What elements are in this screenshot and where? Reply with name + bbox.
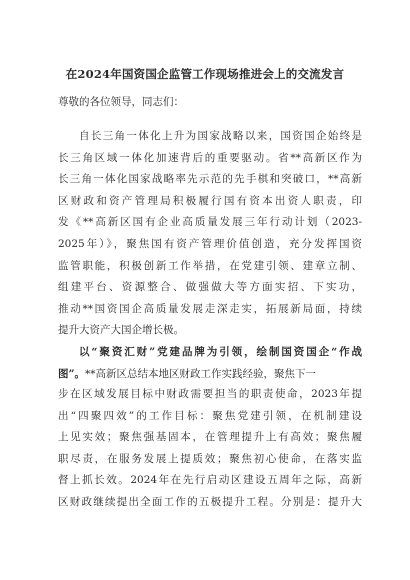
paragraph-lead-in: **高新区总结本地区财政工作实践经验，聚焦下一 <box>85 367 317 380</box>
document-title: 在2024年国资国企监管工作现场推进会上的交流发言 <box>65 67 345 81</box>
paragraph-intro <box>58 126 362 342</box>
heading-line: 以“聚资汇财”党建品牌为引领，绘制国资国企“作战 <box>79 346 362 358</box>
text-line: 组建平台、资源整合、做强做大等方面实招、下实功， <box>58 281 362 294</box>
text-line: 2025年）》，聚焦国有资产管理价值创造，充分发挥国资 <box>58 237 362 250</box>
text-line: 职尽责，在服务发展上提质效；聚焦初心使命，在落实监 <box>58 452 362 465</box>
text-line: 区财政和资产管理局积极履行国有资本出资人职责，印 <box>58 194 362 207</box>
text-line: 推动**国资国企高质量发展走深走实，拓展新局面，持续 <box>58 302 362 315</box>
text-line: 督上抓长效。2024年在先行启动区建设五周年之际，高新 <box>58 474 362 487</box>
text-line: 出“四聚四效”的工作目标：聚焦党建引领，在机制建设 <box>58 409 362 422</box>
text-line: 提升大资产大国企增长极。 <box>58 324 184 337</box>
text-line: 步在区域发展目标中财政需要担当的职责使命，2023年提 <box>58 388 362 400</box>
heading-line <box>58 364 362 386</box>
text-line: 长三角区域一体化加速背后的重要驱动。省**高新区作为 <box>58 151 362 164</box>
text-line: 监管职能，积极创新工作举措，在党建引领、建章立制、 <box>58 259 362 272</box>
section-heading <box>58 342 362 385</box>
text-line: 自长三角一体化上升为国家战略以来，国资国企始终是 <box>79 130 362 142</box>
text-line: 上见实效；聚焦强基固本，在管理提升上有高效；聚焦履 <box>58 431 362 444</box>
text-line: 发《**高新区国有企业高质量发展三年行动计划（2023- <box>58 216 362 229</box>
paragraph-body <box>58 384 362 514</box>
salutation: 尊敬的各位领导，同志们： <box>58 96 184 108</box>
heading-line-end: 图”。 <box>58 367 86 380</box>
text-line: 区财政继续提出全面工作的五极提升工程。分别是：提升大 <box>58 495 362 508</box>
text-line: 长三角一体化国家战略率先示范的先手棋和突破口，**高新 <box>58 173 362 186</box>
